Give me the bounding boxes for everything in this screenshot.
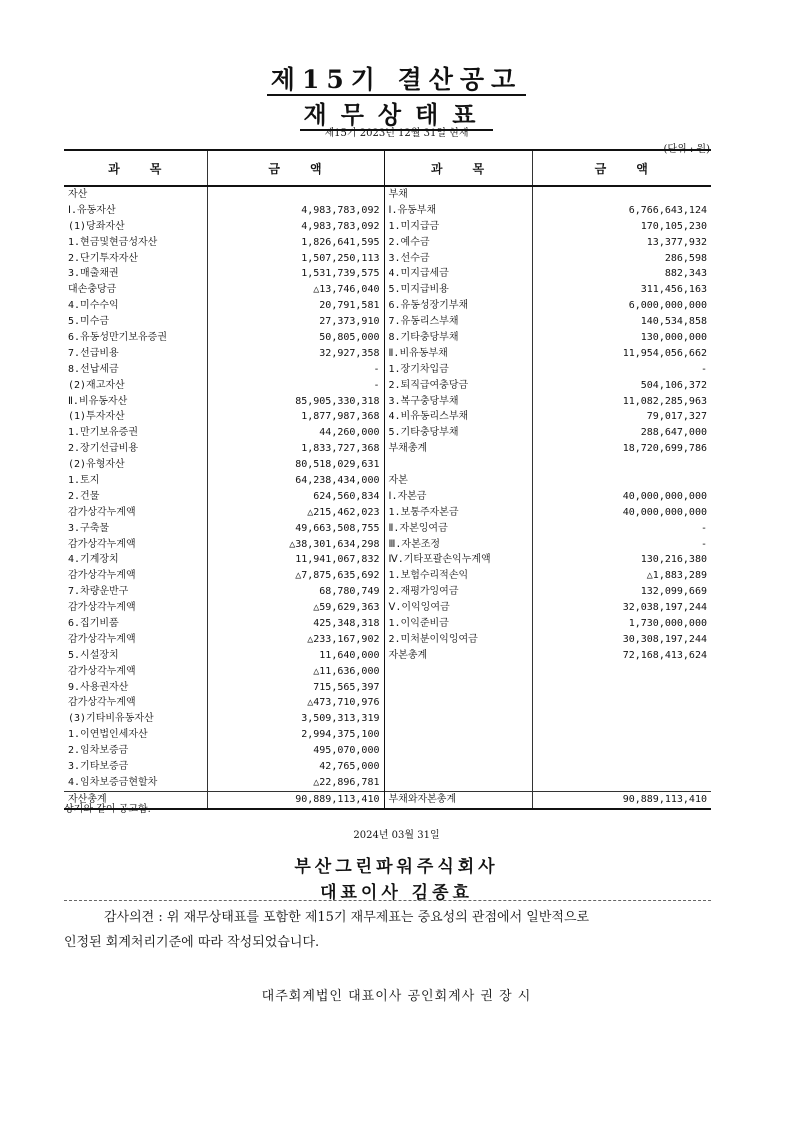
- left-item: 1.현금및현금성자산: [64, 235, 207, 251]
- right-amount: 13,377,932: [646, 236, 707, 248]
- left-item: 2.임차보증금: [64, 743, 207, 759]
- table-row: [64, 251, 711, 267]
- left-amount: △38,301,634,298: [207, 537, 384, 553]
- left-amount: 624,560,834: [207, 489, 384, 505]
- left-amount: -: [207, 362, 384, 378]
- right-item: 2.미처분이익잉여금: [384, 632, 532, 648]
- left-item: 3.구축물: [64, 521, 207, 537]
- table-row: [64, 648, 711, 664]
- right-amount: 286,598: [664, 252, 707, 264]
- left-amount: 49,663,508,755: [207, 521, 384, 537]
- table-row: [64, 457, 711, 473]
- left-item: 6.집기비품: [64, 616, 207, 632]
- notice-date: 2024년 03월 31일: [353, 830, 440, 841]
- left-item: 1.만기보유증권: [64, 425, 207, 441]
- right-item: 3.선수금: [384, 251, 532, 267]
- left-item: 3.매출채권: [64, 266, 207, 282]
- table-row: [64, 727, 711, 743]
- right-amount: 311,456,163: [640, 284, 707, 296]
- right-amount: -: [700, 363, 707, 375]
- left-item: 감가상각누계액: [64, 632, 207, 648]
- right-item: 4.미지급세금: [384, 266, 532, 282]
- total-assets-amount: 90,889,113,410: [207, 791, 384, 808]
- table-row: [64, 378, 711, 394]
- table-row: [64, 775, 711, 791]
- left-amount: 42,765,000: [207, 759, 384, 775]
- left-amount: 1,531,739,575: [207, 266, 384, 282]
- table-row: [64, 266, 711, 282]
- right-amount: [532, 457, 711, 473]
- left-amount: 32,927,358: [207, 346, 384, 362]
- left-amount: △11,636,000: [207, 664, 384, 680]
- table-row: [64, 362, 711, 378]
- left-amount: △473,710,976: [207, 696, 384, 712]
- left-amount: △7,875,635,692: [207, 568, 384, 584]
- left-amount: 4,983,783,092: [207, 219, 384, 235]
- unit-label: (단위 : 원): [663, 144, 710, 155]
- table-row: [64, 394, 711, 410]
- divider: [64, 900, 711, 901]
- table-row: [64, 441, 711, 457]
- right-amount: [532, 696, 711, 712]
- left-amount: △22,896,781: [207, 775, 384, 791]
- left-amount: 85,905,330,318: [207, 394, 384, 410]
- table-row: [64, 298, 711, 314]
- right-amount: 32,038,197,244: [622, 602, 707, 614]
- table-row: [64, 330, 711, 346]
- right-amount: 140,534,858: [640, 316, 707, 328]
- right-item: 1.보험수리적손익: [384, 568, 532, 584]
- right-item: 7.유동리스부채: [384, 314, 532, 330]
- right-item: Ⅱ.비유동부채: [384, 346, 532, 362]
- left-amount: 4,983,783,092: [207, 203, 384, 219]
- right-item: Ⅰ.자본금: [384, 489, 532, 505]
- left-amount: 1,826,641,595: [207, 235, 384, 251]
- right-item: 6.유동성장기부채: [384, 298, 532, 314]
- left-amount: 715,565,397: [207, 680, 384, 696]
- left-amount: △59,629,363: [207, 600, 384, 616]
- right-amount: [532, 743, 711, 759]
- left-amount: 50,805,000: [207, 330, 384, 346]
- left-item: 감가상각누계액: [64, 505, 207, 521]
- right-amount: 288,647,000: [640, 427, 707, 439]
- right-amount: 79,017,327: [646, 411, 707, 423]
- table-row: [64, 235, 711, 251]
- ceo-name: 대표이사 김종효: [320, 883, 473, 903]
- left-item: 2.건물: [64, 489, 207, 505]
- right-amount: 40,000,000,000: [622, 490, 707, 502]
- left-item: 3.기타보증금: [64, 759, 207, 775]
- right-item: 1.이익준비금: [384, 616, 532, 632]
- total-assets-label: 자산총계: [64, 791, 207, 808]
- right-amount: -: [700, 522, 707, 534]
- left-item: 4.임차보증금현할차: [64, 775, 207, 791]
- audit-opinion-line-2: 인정된 회계처리기준에 따라 작성되었습니다.: [64, 935, 320, 950]
- left-item: 7.선급비용: [64, 346, 207, 362]
- table-header: [64, 150, 711, 186]
- left-amount: 20,791,581: [207, 298, 384, 314]
- table-row: [64, 568, 711, 584]
- table-row: [64, 346, 711, 362]
- left-amount: -: [207, 378, 384, 394]
- right-amount: 132,099,669: [640, 586, 707, 598]
- right-amount: 504,106,372: [640, 379, 707, 391]
- right-amount: 170,105,230: [640, 220, 707, 232]
- table-row: [64, 584, 711, 600]
- right-item: 1.미지급금: [384, 219, 532, 235]
- right-amount: 6,000,000,000: [628, 300, 707, 312]
- left-item: 감가상각누계액: [64, 537, 207, 553]
- audit-opinion-line-1: 감사의견 : 위 재무상태표를 포함한 제15기 재무제표는 중요성의 관점에서 일반적으로: [104, 910, 590, 925]
- total-liab-equity-amount: 90,889,113,410: [532, 791, 711, 808]
- table-row: [64, 632, 711, 648]
- table-row: [64, 664, 711, 680]
- left-item: (2)재고자산: [64, 378, 207, 394]
- table-row: [64, 425, 711, 441]
- right-amount: 130,216,380: [640, 554, 707, 566]
- right-item: Ⅴ.이익잉여금: [384, 600, 532, 616]
- left-amount: 64,238,434,000: [207, 473, 384, 489]
- left-item: 8.선납세금: [64, 362, 207, 378]
- right-item: [384, 743, 532, 759]
- left-amount: 11,640,000: [207, 648, 384, 664]
- right-amount: 72,168,413,624: [622, 649, 707, 661]
- right-amount: [532, 727, 711, 743]
- as-of-date: 제15기 2023년 12월 31일 현재: [324, 128, 469, 139]
- right-item: 2.재평가잉여금: [384, 584, 532, 600]
- left-item: 5.미수금: [64, 314, 207, 330]
- right-item: 2.예수금: [384, 235, 532, 251]
- left-amount: 495,070,000: [207, 743, 384, 759]
- left-amount: 27,373,910: [207, 314, 384, 330]
- stated-note: 상기와 같이 공고함.: [64, 804, 151, 815]
- left-item: 2.단기투자자산: [64, 251, 207, 267]
- right-item: 3.복구충당부채: [384, 394, 532, 410]
- right-amount: 11,954,056,662: [622, 347, 707, 359]
- table-row: [64, 537, 711, 553]
- right-item: 부채: [384, 186, 532, 203]
- right-item: [384, 664, 532, 680]
- right-item: Ⅱ.자본잉여금: [384, 521, 532, 537]
- right-amount: 40,000,000,000: [622, 506, 707, 518]
- left-amount: 1,507,250,113: [207, 251, 384, 267]
- table-row: [64, 409, 711, 425]
- right-item: [384, 680, 532, 696]
- left-item: 자산: [64, 186, 207, 203]
- left-item: 1.토지: [64, 473, 207, 489]
- table-row: [64, 696, 711, 712]
- right-amount: △1,883,289: [646, 570, 707, 582]
- right-item: [384, 457, 532, 473]
- left-amount: △233,167,902: [207, 632, 384, 648]
- right-item: [384, 711, 532, 727]
- right-item: Ⅳ.기타포괄손익누계액: [384, 552, 532, 568]
- left-amount: 2,994,375,100: [207, 727, 384, 743]
- audit-opinion: [64, 905, 724, 955]
- left-item: 감가상각누계액: [64, 568, 207, 584]
- table-row: [64, 219, 711, 235]
- right-amount: 1,730,000,000: [628, 617, 707, 629]
- right-item: Ⅲ.자본조정: [384, 537, 532, 553]
- table-row: [64, 203, 711, 219]
- left-amount: 68,780,749: [207, 584, 384, 600]
- left-item: 1.이연법인세자산: [64, 727, 207, 743]
- left-amount: 80,518,029,631: [207, 457, 384, 473]
- right-item: 자본: [384, 473, 532, 489]
- right-amount: 11,082,285,963: [622, 395, 707, 407]
- left-item: (1)당좌자산: [64, 219, 207, 235]
- header-right-item: 과목: [384, 150, 532, 186]
- left-amount: 1,877,987,368: [207, 409, 384, 425]
- right-item: 4.비유동리스부채: [384, 409, 532, 425]
- right-item: Ⅰ.유동부채: [384, 203, 532, 219]
- table-row: [64, 680, 711, 696]
- left-item: 대손충당금: [64, 282, 207, 298]
- left-item: 5.시설장치: [64, 648, 207, 664]
- left-item: (2)유형자산: [64, 457, 207, 473]
- company-name: 부산그린파워주식회사: [294, 857, 499, 877]
- left-item: 9.사용권자산: [64, 680, 207, 696]
- table-body: [64, 186, 711, 809]
- right-item: 8.기타충당부채: [384, 330, 532, 346]
- header-left-item: 과목: [64, 150, 207, 186]
- table-row: [64, 521, 711, 537]
- table-row: [64, 489, 711, 505]
- left-item: (3)기타비유동자산: [64, 711, 207, 727]
- right-item: 자본총계: [384, 648, 532, 664]
- left-item: 6.유동성만기보유증권: [64, 330, 207, 346]
- right-item: [384, 696, 532, 712]
- left-item: Ⅰ.유동자산: [64, 203, 207, 219]
- right-amount: [532, 186, 711, 203]
- table-row: [64, 616, 711, 632]
- right-item: 2.퇴직급여충당금: [384, 378, 532, 394]
- right-amount: [532, 680, 711, 696]
- notice-title: 제15기 결산공고: [0, 60, 793, 96]
- right-item: [384, 727, 532, 743]
- left-amount: 44,260,000: [207, 425, 384, 441]
- left-amount: △13,746,040: [207, 282, 384, 298]
- right-amount: 6,766,643,124: [628, 204, 707, 216]
- table-row: [64, 314, 711, 330]
- left-item: 4.미수수익: [64, 298, 207, 314]
- table-row: [64, 743, 711, 759]
- right-amount: 30,308,197,244: [622, 633, 707, 645]
- right-amount: 882,343: [664, 268, 707, 280]
- total-row: [64, 791, 711, 808]
- right-amount: [532, 664, 711, 680]
- header-left-amount: 금액: [207, 150, 384, 186]
- right-amount: 18,720,699,786: [622, 443, 707, 455]
- left-amount: [207, 186, 384, 203]
- table-row: [64, 186, 711, 203]
- left-amount: △215,462,023: [207, 505, 384, 521]
- left-amount: 425,348,318: [207, 616, 384, 632]
- right-amount: [532, 759, 711, 775]
- left-amount: 1,833,727,368: [207, 441, 384, 457]
- left-item: 감가상각누계액: [64, 600, 207, 616]
- table-row: [64, 600, 711, 616]
- right-amount: [532, 775, 711, 791]
- header-right-amount: 금액: [532, 150, 711, 186]
- table-row: [64, 552, 711, 568]
- right-item: 5.기타충당부채: [384, 425, 532, 441]
- right-item: [384, 775, 532, 791]
- table-row: [64, 505, 711, 521]
- statement-title: 재무상태표: [0, 95, 793, 130]
- left-item: 4.기계장치: [64, 552, 207, 568]
- table-row: [64, 759, 711, 775]
- right-item: 부채총계: [384, 441, 532, 457]
- table-row: [64, 473, 711, 489]
- right-item: 1.보통주자본금: [384, 505, 532, 521]
- table-row: [64, 282, 711, 298]
- left-item: (1)투자자산: [64, 409, 207, 425]
- auditor-signature: 대주회계법인 대표이사 공인회계사 권 장 시: [261, 989, 532, 1004]
- left-item: Ⅱ.비유동자산: [64, 394, 207, 410]
- total-liab-equity-label: 부채와자본총계: [384, 791, 532, 808]
- right-item: 5.미지급비용: [384, 282, 532, 298]
- right-item: 1.장기차입금: [384, 362, 532, 378]
- right-amount: [532, 473, 711, 489]
- left-item: 2.장기선급비용: [64, 441, 207, 457]
- balance-sheet-table: [64, 149, 711, 810]
- left-amount: 3,509,313,319: [207, 711, 384, 727]
- left-amount: 11,941,067,832: [207, 552, 384, 568]
- right-amount: [532, 711, 711, 727]
- table-row: [64, 711, 711, 727]
- left-item: 감가상각누계액: [64, 664, 207, 680]
- right-amount: 130,000,000: [640, 331, 707, 343]
- right-item: [384, 759, 532, 775]
- left-item: 7.차량운반구: [64, 584, 207, 600]
- left-item: 감가상각누계액: [64, 696, 207, 712]
- right-amount: -: [700, 538, 707, 550]
